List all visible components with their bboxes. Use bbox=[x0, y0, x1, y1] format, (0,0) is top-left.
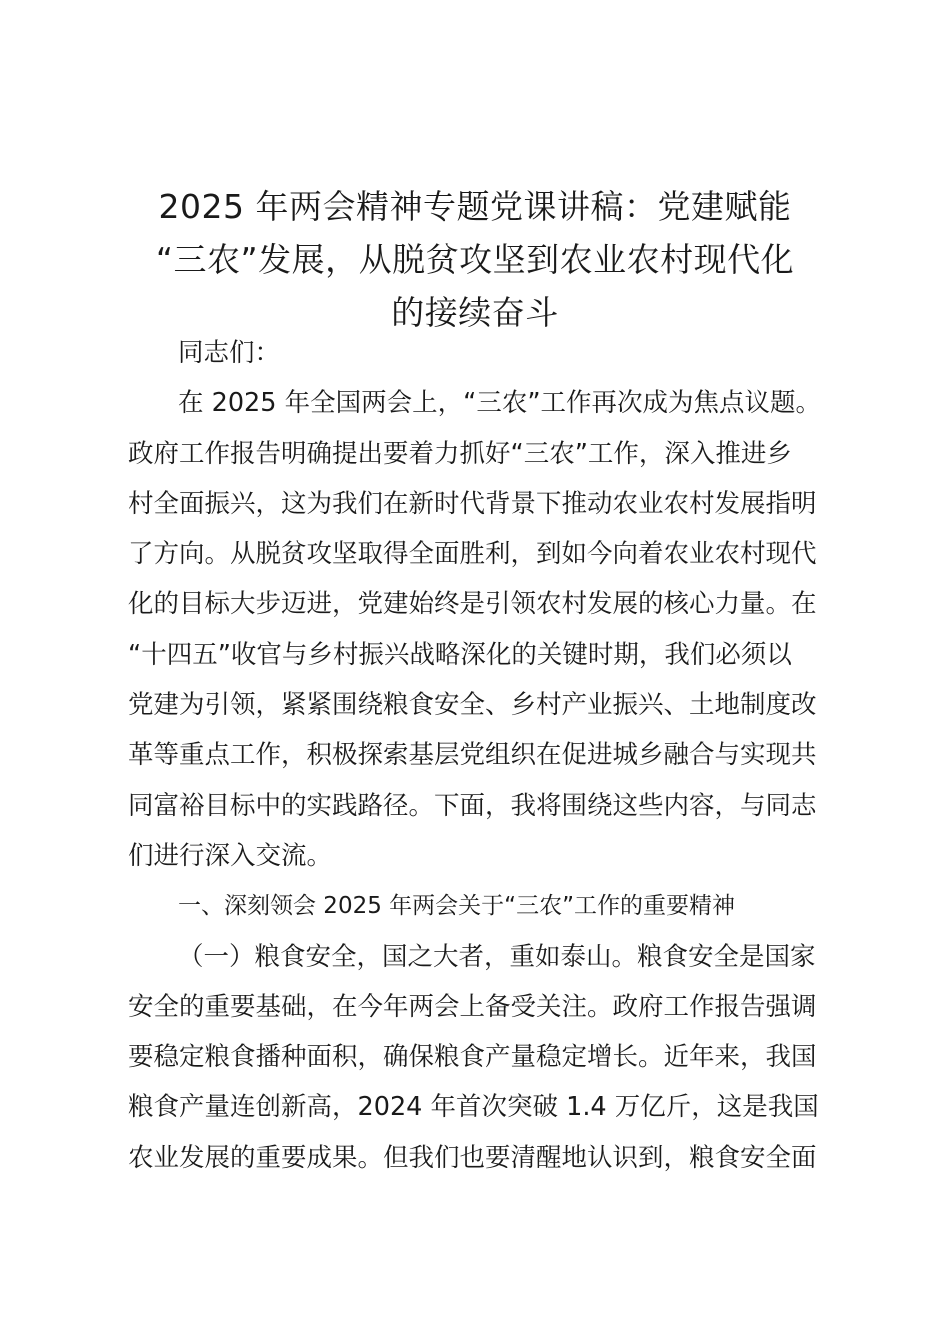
paragraph-line: 村全面振兴，这为我们在新时代背景下推动农业农村发展指明 bbox=[128, 488, 817, 519]
paragraph-line: 革等重点工作，积极探索基层党组织在促进城乡融合与实现共 bbox=[128, 740, 817, 771]
title-line-1: 2025 年两会精神专题党课讲稿：党建赋能 bbox=[158, 187, 792, 226]
paragraph-line: 安全的重要基础，在今年两会上备受关注。政府工作报告强调 bbox=[128, 991, 817, 1022]
paragraph-line: 同富裕目标中的实践路径。下面，我将围绕这些内容，与同志 bbox=[128, 790, 817, 821]
paragraph-line: 农业发展的重要成果。但我们也要清醒地认识到，粮食安全面 bbox=[128, 1142, 817, 1173]
paragraph-line: 了方向。从脱贫攻坚取得全面胜利，到如今向着农业农村现代 bbox=[128, 539, 817, 570]
paragraph-1 bbox=[128, 378, 838, 881]
paragraph-line: 政府工作报告明确提出要着力抓好“三农”工作，深入推进乡 bbox=[128, 438, 792, 469]
document-title bbox=[100, 180, 850, 339]
paragraph-line: 粮食产量连创新高，2024 年首次突破 1.4 万亿斤，这是我国 bbox=[128, 1092, 819, 1123]
paragraph-line: 们进行深入交流。 bbox=[128, 840, 333, 871]
paragraph-line: （一）粮食安全，国之大者，重如泰山。粮食安全是国家 bbox=[178, 941, 816, 972]
paragraph-line: 在 2025 年全国两会上，“三农”工作再次成为焦点议题。 bbox=[178, 388, 822, 419]
title-line-3: 的接续奋斗 bbox=[391, 293, 559, 332]
paragraph-2 bbox=[128, 932, 838, 1183]
paragraph-line: 要稳定粮食播种面积，确保粮食产量稳定增长。近年来，我国 bbox=[128, 1042, 817, 1073]
section-heading: 一、深刻领会 2025 年两会关于“三农”工作的重要精神 bbox=[178, 893, 735, 920]
paragraph-line: 党建为引领，紧紧围绕粮食安全、乡村产业振兴、土地制度改 bbox=[128, 690, 817, 721]
paragraph-line: 化的目标大步迈进，党建始终是引领农村发展的核心力量。在 bbox=[128, 589, 817, 620]
title-line-2: “三农”发展，从脱贫攻坚到农业农村现代化 bbox=[155, 240, 795, 279]
document-body bbox=[128, 328, 838, 1183]
salutation: 同志们： bbox=[178, 338, 281, 368]
paragraph-line: “十四五”收官与乡村振兴战略深化的关键时期，我们必须以 bbox=[128, 639, 792, 670]
